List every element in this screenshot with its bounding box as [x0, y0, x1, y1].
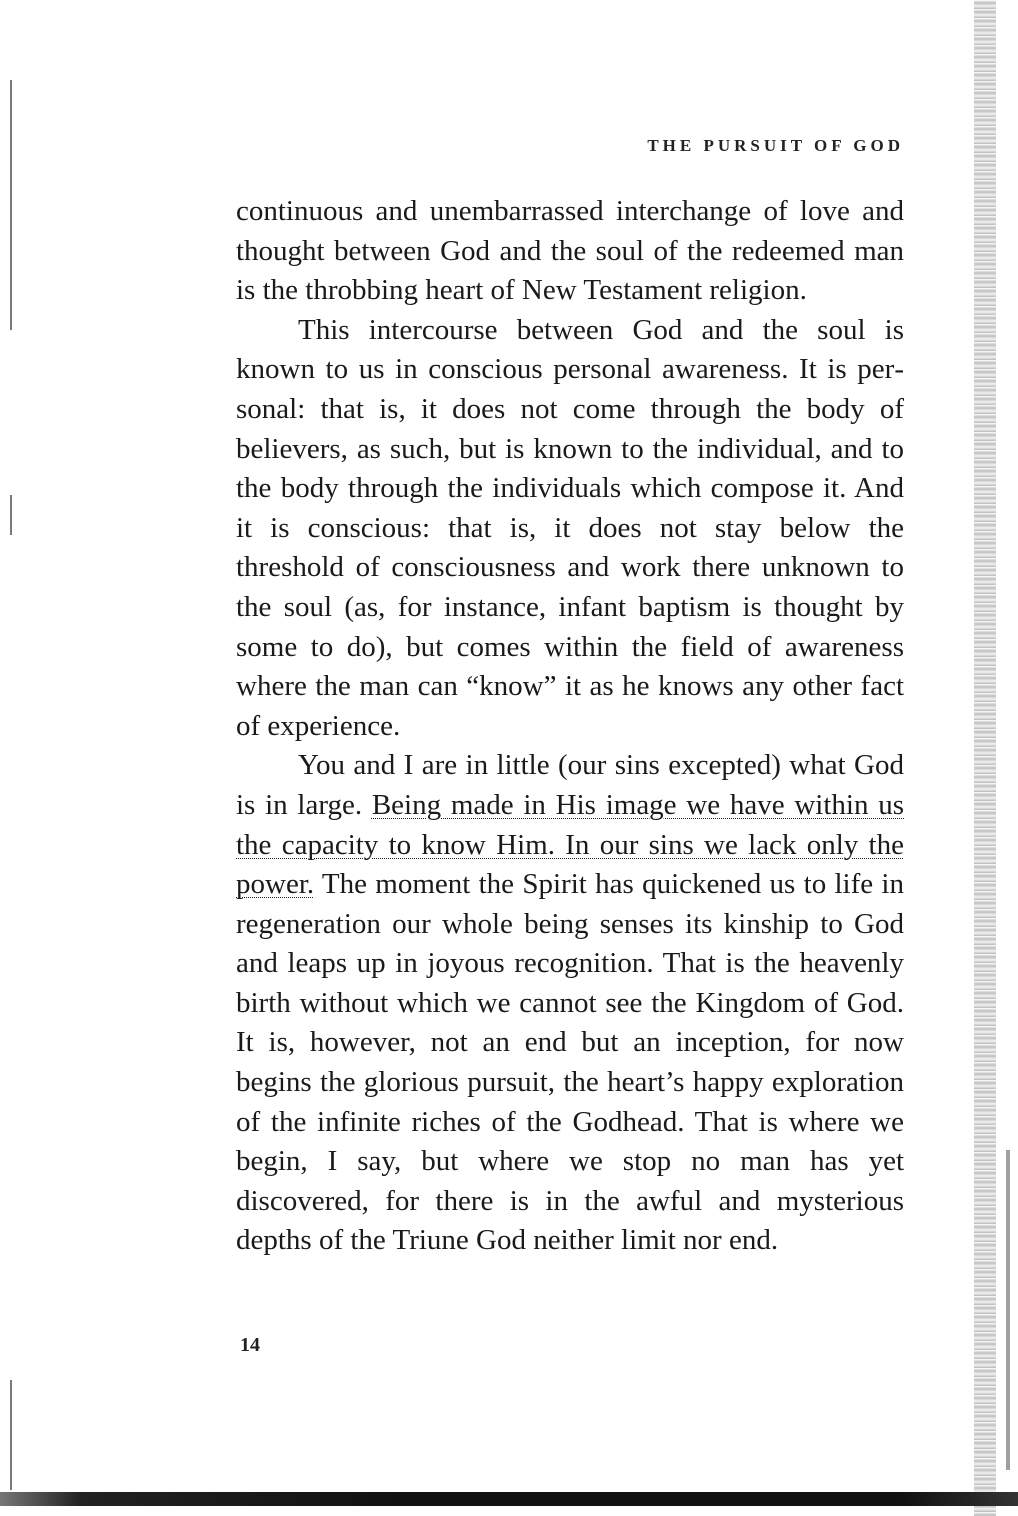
underlined-passage: Being made in His image we have within us the capacity to know Him. In our sins we lack only the power.	[236, 788, 904, 901]
scan-bottom-edge	[0, 1492, 1018, 1506]
scan-edge-line	[10, 495, 12, 535]
paragraph-text: The moment the Spirit has quickened us to life in regeneration our whole being senses its kinship to God and leaps up in joyous recognition. That is the heavenly birth without which we cannot see the Kingdom of God. It is, however, not an end but an inception, for now begins the glorious pursuit, the heart’s happy exploration of the infinite riches of the Godhead. That is where we begin, I say, but where we stop no man has yet discovered, for there is in the awful and mysterious depths of the Triune God neither limit nor end.	[236, 868, 904, 1257]
scan-edge-shadow	[974, 0, 996, 1516]
paragraph	[236, 192, 904, 311]
running-head: THE PURSUIT OF GOD	[647, 136, 904, 155]
paragraph-text: continuous and unembarrassed interchange of love and thought between God and the soul of the redeemed man is the throbbing heart of New Testament religion.	[236, 195, 904, 307]
scan-edge-line	[1006, 1150, 1010, 1470]
paragraph-text: You and I are in little (our sins excepted) what God is in large.	[236, 749, 904, 821]
paragraph-text: This intercourse between God and the soul is known to us in conscious personal awareness. It is personal: that is, it does not come through the body of believers, as such, but is known to the individual, and to the body through the individuals which compose it. And it is conscious: that is, it does not stay below the threshold of consciousness and work there unknown to the soul (as, for instance, infant baptism is thought by some to do), but comes within the field of awareness where the man can “know” it as he knows any other fact of experience.	[236, 313, 904, 742]
paragraph	[236, 746, 904, 1261]
paragraph	[236, 311, 904, 747]
body-text	[236, 192, 904, 1261]
page-number: 14	[240, 1334, 260, 1356]
scan-edge-line	[10, 80, 12, 330]
scan-edge-line	[10, 1380, 12, 1490]
